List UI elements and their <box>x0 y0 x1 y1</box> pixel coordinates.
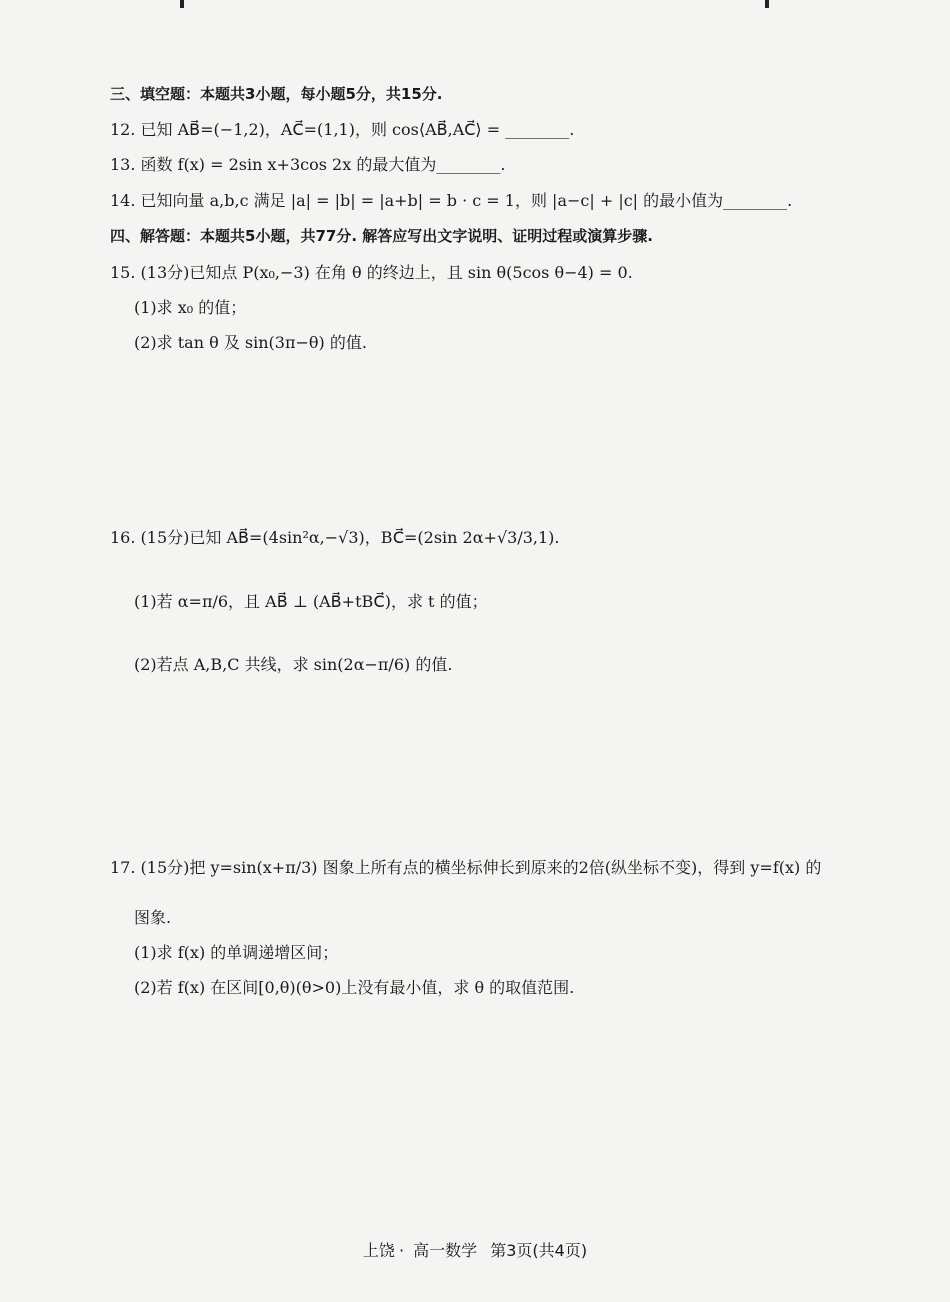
question-12: 12. 已知 AB⃗=(−1,2)，AC⃗=(1,1)，则 cos⟨AB⃗,AC⃗⟩ = ________. <box>110 120 575 139</box>
question-15-stem: 15. (13分)已知点 P(x₀,−3) 在角 θ 的终边上，且 sin θ(5cos θ−4) = 0. <box>110 263 633 282</box>
question-16-part-1: (1)若 α=π/6，且 AB⃗ ⊥ (AB⃗+tBC⃗)，求 t 的值； <box>134 592 488 611</box>
question-17-part-1: (1)求 f(x) 的单调递增区间； <box>134 943 339 962</box>
question-13: 13. 函数 f(x) = 2sin x+3cos 2x 的最大值为________. <box>110 155 506 174</box>
question-16-stem: 16. (15分)已知 AB⃗=(4sin²α,−√3)，BC⃗=(2sin 2α+√3/3,1). <box>110 528 560 547</box>
answer-section-heading: 四、解答题：本题共5小题，共77分. 解答应写出文字说明、证明过程或演算步骤. <box>110 227 653 245</box>
question-17-stem-continued: 图象. <box>134 908 172 927</box>
fill-section-heading: 三、填空题：本题共3小题，每小题5分，共15分. <box>110 85 443 103</box>
binding-mark-left <box>180 0 184 8</box>
footer-subject: 高一数学 <box>413 1241 478 1260</box>
page-footer: 上饶 · 高一数学 第3页(共4页) <box>362 1241 588 1260</box>
binding-mark-right <box>765 0 769 8</box>
question-15-part-1: (1)求 x₀ 的值； <box>134 298 247 317</box>
question-16-part-2: (2)若点 A,B,C 共线，求 sin(2α−π/6) 的值. <box>134 655 453 674</box>
footer-region: 上饶 <box>362 1241 395 1260</box>
question-17-stem: 17. (15分)把 y=sin(x+π/3) 图象上所有点的横坐标伸长到原来的2倍(纵坐标不变)，得到 y=f(x) 的 <box>110 858 822 877</box>
question-14: 14. 已知向量 a,b,c 满足 |a| = |b| = |a+b| = b · c = 1，则 |a−c| + |c| 的最小值为________. <box>110 191 793 210</box>
footer-page-number: 第3页(共4页) <box>490 1241 588 1260</box>
question-15-part-2: (2)求 tan θ 及 sin(3π−θ) 的值. <box>134 333 367 352</box>
question-17-part-2: (2)若 f(x) 在区间[0,θ)(θ>0)上没有最小值，求 θ 的取值范围. <box>134 978 575 997</box>
